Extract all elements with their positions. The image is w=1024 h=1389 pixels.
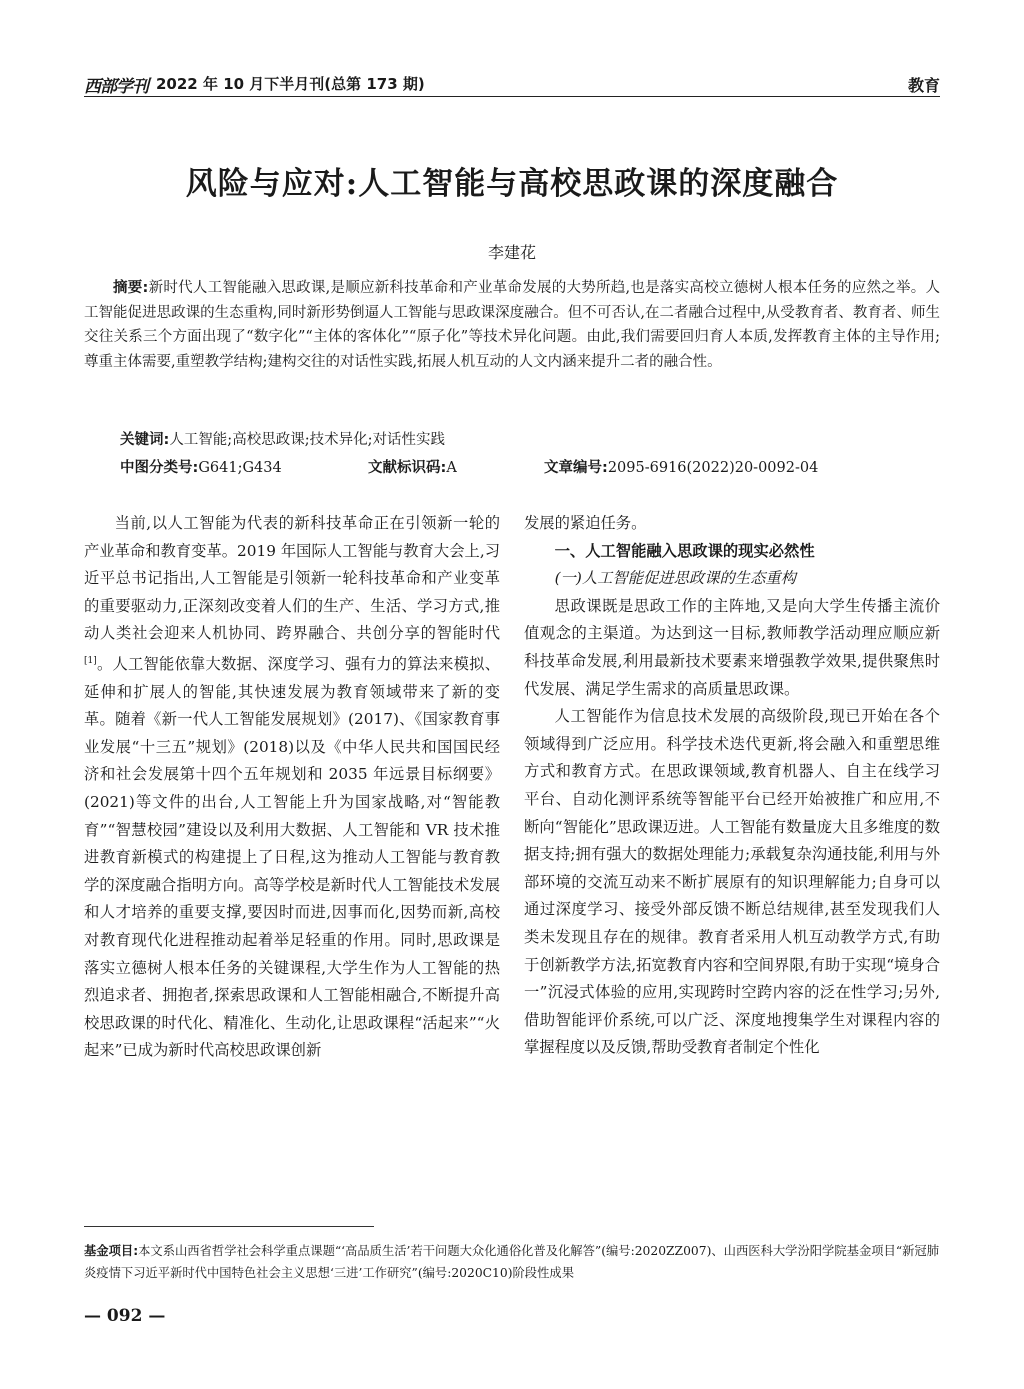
section-tag: 教育 <box>907 76 940 95</box>
journal-issue: 2022 年 10 月下半月刊(总第 173 期) <box>156 75 425 93</box>
body-paragraph: 当前,以人工智能为代表的新科技革命正在引领新一轮的产业革命和教育变革。2019 年国际人工智能与教育大会上,习近平总书记指出,人工智能是引领新一轮科技革命和产业变革的重要驱动力,正深刻改变着人们的生产、生活、学习方式,推动人类社会迎来人机协同、跨界融合、共创分享的智能时代[1]。人工智能依靠大数据、深度学习、强有力的算法来模拟、延伸和扩展人的智能,其快速发展为教育领域带来了新的变革。随着《新一代人工智能发展规划》(2017)、《国家教育事业发展“十三五”规划》(2018)以及《中华人民共和国国民经济和社会发展第十四个五年规划和 2035 年远景目标纲要》(2021)等文件的出台,人工智能上升为国家战略,对“智能教育”“智慧校园”建设以及利用大数据、人工智能和 VR 技术推进教育新模式的构建提上了日程,这为推动人工智能与教育教学的深度融合指明方向。高等学校是新时代人工智能技术发展和人才培养的重要支撑,要因时而进,因事而化,因势而新,高校对教育现代化进程推动起着举足轻重的作用。同时,思政课是落实立德树人根本任务的关键课程,大学生作为人工智能的热烈追求者、拥抱者,探索思政课和人工智能相融合,不断提升高校思政课的时代化、精准化、生动化,让思政课程“活起来”“火起来”已成为新时代高校思政课创新 <box>84 514 500 1060</box>
classification-row <box>120 456 920 477</box>
continued-text: 发展的紧迫任务。 <box>524 514 647 532</box>
abstract-text: 新时代人工智能融入思政课,是顺应新科技革命和产业革命发展的大势所趋,也是落实高校立德树人根本任务的应然之举。人工智能促进思政课的生态重构,同时新形势倒逼人工智能与思政课深度融合。但不可否认,在二者融合过程中,从受教育者、教育者、师生交往关系三个方面出现了“数字化”“主体的客体化”“原子化”等技术异化问题。由此,我们需要回归育人本质,发挥教育主体的主导作用;尊重主体需要,重塑教学结构;建构交往的对话性实践,拓展人机互动的人文内涵来提升二者的融合性。 <box>84 280 940 370</box>
footnote-text: 本文系山西省哲学社会科学重点课题“‘高品质生活’若干问题大众化通俗化普及化解答”(编号:2020ZZ007)、山西医科大学汾阳学院基金项目“新冠肺炎疫情下习近平新时代中国特色社会主义思想‘三进’工作研究”(编号:2020C10)阶段性成果 <box>84 1244 940 1280</box>
keywords-label: 关键词: <box>120 432 170 448</box>
abstract <box>84 276 940 374</box>
footnote-label: 基金项目: <box>84 1244 139 1258</box>
section-heading: 一、人工智能融入思政课的现实必然性 <box>554 541 815 560</box>
author-name: 李建花 <box>487 243 536 262</box>
body-column-right <box>524 510 940 1062</box>
doc-code: 文献标识码:A <box>368 460 457 476</box>
body-column-left <box>84 510 500 1065</box>
keywords <box>120 428 445 449</box>
footnote-rule <box>84 1226 374 1227</box>
subsection-heading: (一)人工智能促进思政课的生态重构 <box>554 569 796 588</box>
article-number: 文章编号:2095-6916(2022)20-0092-04 <box>544 460 819 476</box>
body-paragraph: 思政课既是思政工作的主阵地,又是向大学生传播主流价值观念的主渠道。为达到这一目标,教师教学活动理应顺应新科技革命发展,利用最新技术要素来增强教学效果,提供聚焦时代发展、满足学生需求的高质量思政课。 <box>524 596 940 698</box>
running-header <box>84 72 940 96</box>
keywords-text: 人工智能;高校思政课;技术异化;对话性实践 <box>169 432 445 448</box>
footnote <box>84 1240 940 1284</box>
header-rule <box>84 96 940 97</box>
abstract-label: 摘要: <box>113 280 149 296</box>
journal-logo: 西部学刊 <box>84 77 148 97</box>
clc-code: 中图分类号:G641;G434 <box>120 460 282 476</box>
paper-title: 风险与应对:人工智能与高校思政课的深度融合 <box>185 166 839 202</box>
page-number: — 092 — <box>84 1306 166 1326</box>
body-paragraph: 人工智能作为信息技术发展的高级阶段,现已开始在各个领域得到广泛应用。科学技术迭代更新,将会融入和重塑思维方式和教育方式。在思政课领域,教育机器人、自主在线学习平台、自动化测评系统等智能平台已经开始被推广和应用,不断向“智能化”思政课迈进。人工智能有数量庞大且多维度的数据支持;拥有强大的数据处理能力;承载复杂沟通技能,利用与外部环境的交流互动来不断扩展原有的知识理解能力;自身可以通过深度学习、接受外部反馈不断总结规律,甚至发现我们人类未发现且存在的规律。教育者采用人机互动教学方式,有助于创新教学方法,拓宽教育内容和空间界限,有助于实现“境身合一”沉浸式体验的应用,实现跨时空跨内容的泛在性学习;另外,借助智能评价系统,可以广泛、深度地搜集学生对课程内容的掌握程度以及反馈,帮助受教育者制定个性化 <box>524 707 940 1057</box>
citation-ref: [1] <box>84 655 97 666</box>
